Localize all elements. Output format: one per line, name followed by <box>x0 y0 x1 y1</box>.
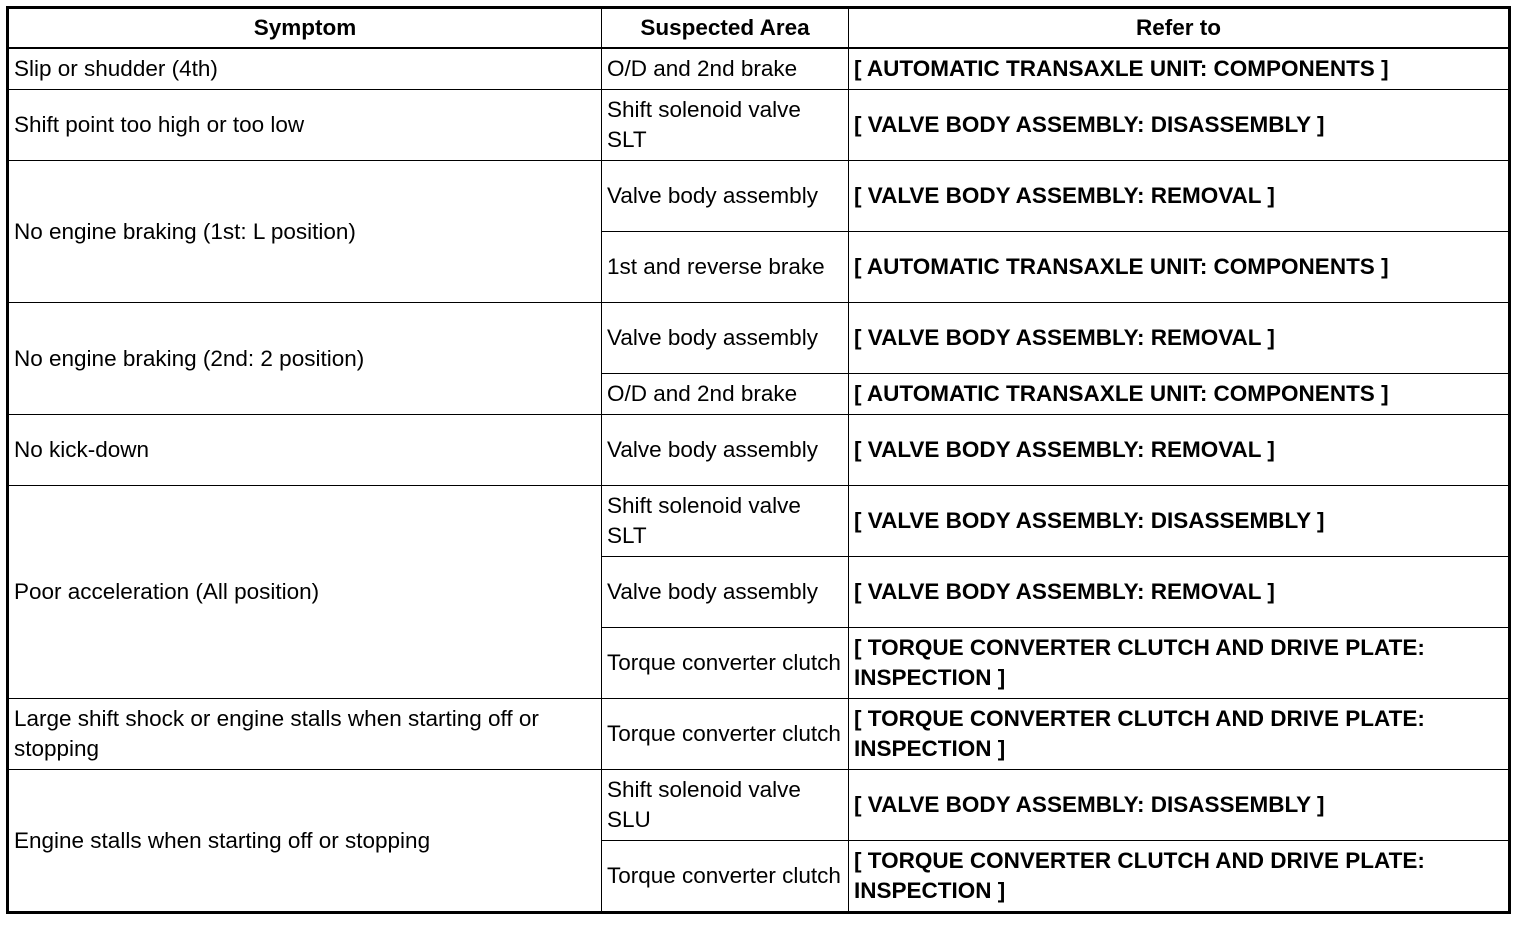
header-refer-to: Refer to <box>849 8 1510 49</box>
table-row <box>8 699 1510 770</box>
refer-to-link[interactable]: [ VALVE BODY ASSEMBLY: REMOVAL ] <box>849 415 1510 486</box>
suspected-area-cell: Valve body assembly <box>602 415 849 486</box>
refer-to-link[interactable]: [ VALVE BODY ASSEMBLY: DISASSEMBLY ] <box>849 770 1510 841</box>
refer-to-link[interactable]: [ VALVE BODY ASSEMBLY: REMOVAL ] <box>849 161 1510 232</box>
header-symptom: Symptom <box>8 8 602 49</box>
suspected-area-cell: O/D and 2nd brake <box>602 48 849 90</box>
symptom-cell: Large shift shock or engine stalls when starting off or stopping <box>8 699 602 770</box>
symptom-cell: Slip or shudder (4th) <box>8 48 602 90</box>
suspected-area-cell: Torque converter clutch <box>602 699 849 770</box>
table-row <box>8 415 1510 486</box>
suspected-area-cell: Valve body assembly <box>602 161 849 232</box>
refer-to-link[interactable]: [ VALVE BODY ASSEMBLY: DISASSEMBLY ] <box>849 90 1510 161</box>
refer-to-link[interactable]: [ TORQUE CONVERTER CLUTCH AND DRIVE PLATE: INSPECTION ] <box>849 841 1510 913</box>
refer-to-link[interactable]: [ VALVE BODY ASSEMBLY: REMOVAL ] <box>849 557 1510 628</box>
table-row <box>8 161 1510 232</box>
header-suspected-area: Suspected Area <box>602 8 849 49</box>
refer-to-link[interactable]: [ AUTOMATIC TRANSAXLE UNIT: COMPONENTS ] <box>849 48 1510 90</box>
suspected-area-cell: Shift solenoid valve SLT <box>602 90 849 161</box>
suspected-area-cell: 1st and reverse brake <box>602 232 849 303</box>
symptom-cell: Shift point too high or too low <box>8 90 602 161</box>
suspected-area-cell: O/D and 2nd brake <box>602 374 849 415</box>
symptom-cell: No engine braking (1st: L position) <box>8 161 602 303</box>
refer-to-link[interactable]: [ VALVE BODY ASSEMBLY: REMOVAL ] <box>849 303 1510 374</box>
suspected-area-cell: Torque converter clutch <box>602 841 849 913</box>
symptom-cell: No engine braking (2nd: 2 position) <box>8 303 602 415</box>
symptom-cell: Poor acceleration (All position) <box>8 486 602 699</box>
refer-to-link[interactable]: [ AUTOMATIC TRANSAXLE UNIT: COMPONENTS ] <box>849 232 1510 303</box>
refer-to-link[interactable]: [ TORQUE CONVERTER CLUTCH AND DRIVE PLATE: INSPECTION ] <box>849 628 1510 699</box>
suspected-area-cell: Torque converter clutch <box>602 628 849 699</box>
suspected-area-cell: Shift solenoid valve SLU <box>602 770 849 841</box>
refer-to-link[interactable]: [ TORQUE CONVERTER CLUTCH AND DRIVE PLATE: INSPECTION ] <box>849 699 1510 770</box>
refer-to-link[interactable]: [ VALVE BODY ASSEMBLY: DISASSEMBLY ] <box>849 486 1510 557</box>
symptom-cell: Engine stalls when starting off or stopping <box>8 770 602 913</box>
table-row <box>8 770 1510 841</box>
table-row <box>8 48 1510 90</box>
suspected-area-cell: Valve body assembly <box>602 303 849 374</box>
suspected-area-cell: Shift solenoid valve SLT <box>602 486 849 557</box>
troubleshooting-table <box>6 6 1511 914</box>
table-row <box>8 303 1510 374</box>
table-row <box>8 486 1510 557</box>
table-row <box>8 90 1510 161</box>
symptom-cell: No kick-down <box>8 415 602 486</box>
refer-to-link[interactable]: [ AUTOMATIC TRANSAXLE UNIT: COMPONENTS ] <box>849 374 1510 415</box>
header-row <box>8 8 1510 49</box>
suspected-area-cell: Valve body assembly <box>602 557 849 628</box>
